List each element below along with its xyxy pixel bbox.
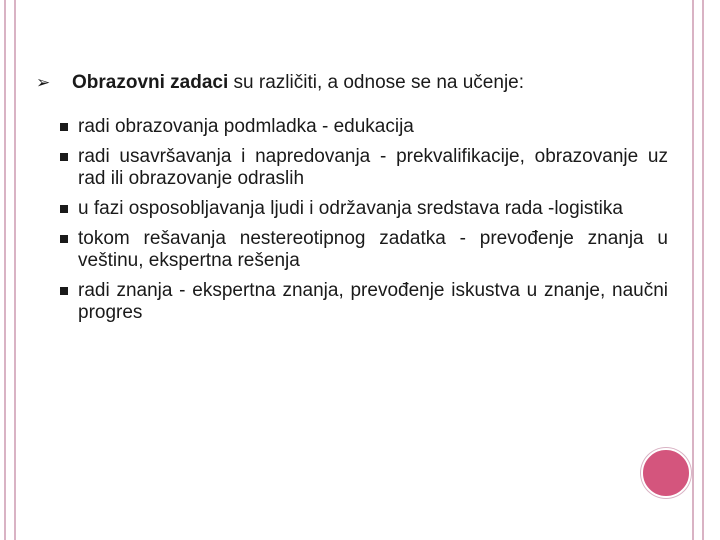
bullet-list [36, 116, 668, 324]
list-item [36, 280, 668, 324]
left-border-line-outer [4, 0, 6, 540]
right-border-line-inner [692, 0, 694, 540]
square-bullet-icon [60, 205, 68, 213]
heading-text [72, 70, 524, 96]
list-item [36, 146, 668, 190]
list-item-text: u fazi osposobljavanja ljudi i održavanja sredstava rada -logistika [78, 198, 623, 219]
list-item [36, 198, 668, 220]
list-item-text: radi znanja - ekspertna znanja, prevođenje iskustva u znanje, naučni progres [78, 280, 668, 323]
right-border-line-outer [702, 0, 704, 540]
list-item [36, 228, 668, 272]
arrow-bullet-icon: ➢ [36, 73, 51, 92]
slide-content [36, 70, 668, 332]
list-item-text: radi usavršavanja i napredovanja - prekvalifikacije, obrazovanje uz rad ili obrazovanje odraslih [78, 146, 668, 189]
square-bullet-icon [60, 123, 68, 131]
heading-bold: Obrazovni zadaci [72, 72, 229, 93]
square-bullet-icon [60, 235, 68, 243]
decorative-circle-icon [641, 448, 691, 498]
square-bullet-icon [60, 153, 68, 161]
square-bullet-icon [60, 287, 68, 295]
heading-rest: su različiti, a odnose se na učenje: [228, 72, 525, 93]
list-item [36, 116, 668, 138]
heading-line [36, 70, 668, 96]
left-border-line-inner [14, 0, 16, 540]
list-item-text: radi obrazovanja podmladka - edukacija [78, 116, 414, 137]
list-item-text: tokom rešavanja nestereotipnog zadatka - prevođenje znanja u veštinu, ekspertna rešenja [78, 228, 668, 271]
